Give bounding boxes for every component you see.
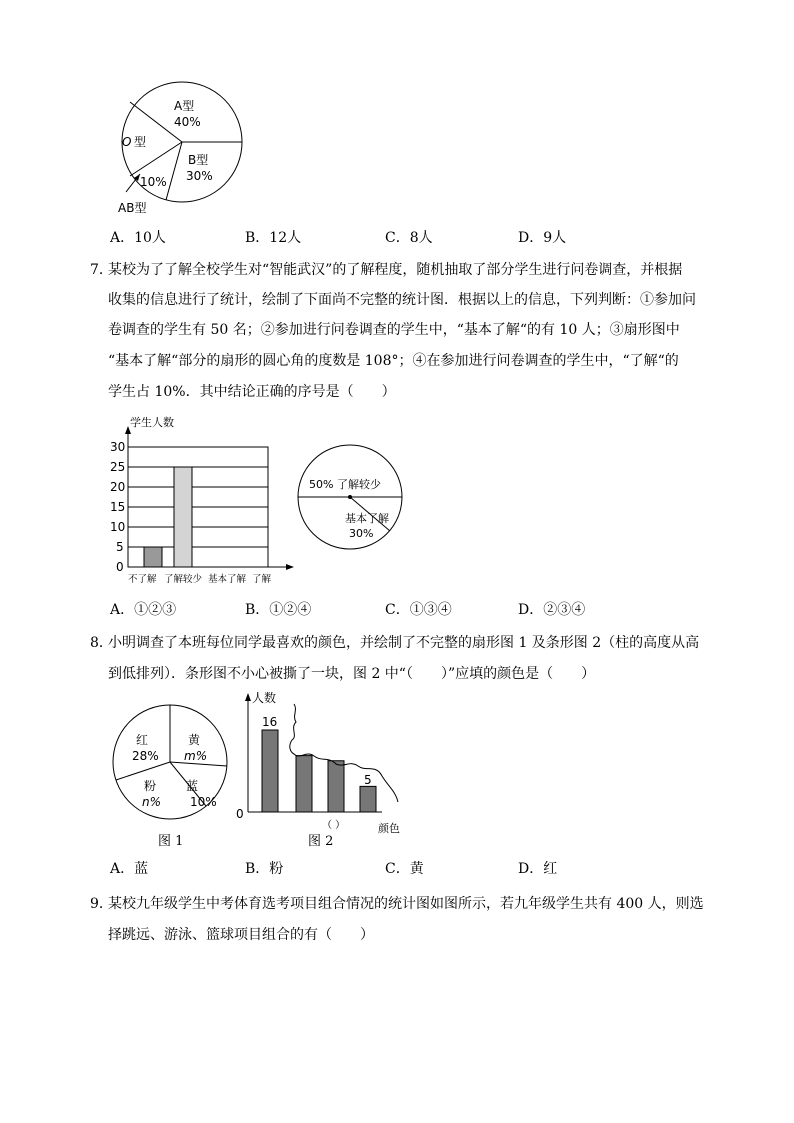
slice-b-label: B型 [188, 153, 209, 167]
q8-option-c: C．黄 [385, 861, 424, 877]
q7-option-b: B．①②④ [245, 602, 312, 618]
slice-yellow-label: 黄 [188, 733, 201, 747]
q7-line-5: 学生占 10%．其中结论正确的序号是（ ） [108, 384, 396, 400]
bar [328, 761, 344, 812]
slice-red-pct: 28% [132, 749, 159, 763]
q8-line-1: 小明调查了本班每位同学最喜欢的颜色，并绘制了不完整的扇形图 1 及条形图 2（柱的高度从高 [108, 635, 700, 651]
q7-line-1: 某校为了了解全校学生对“智能武汉”的了解程度，随机抽取了部分学生进行问卷调查，并根据 [108, 262, 683, 278]
slice-pink-pct: n% [142, 795, 162, 809]
q8-number: 8． [90, 635, 113, 651]
color-bar-chart [232, 690, 412, 835]
y-tick: 5 [116, 540, 124, 554]
pie-center [348, 495, 352, 499]
y-axis-label: 学生人数 [130, 416, 174, 429]
q7-option-a: A．①②③ [110, 602, 177, 618]
blood-type-pie-chart [100, 80, 250, 220]
color-pie-chart [110, 702, 230, 826]
origin-zero: 0 [236, 807, 244, 821]
q7-line-4: “基本了解“部分的扇形的圆心角的度数是 108°；④在参加进行问卷调查的学生中，“了解“的 [108, 353, 679, 369]
q7-option-d: D．②③④ [518, 602, 586, 618]
q8-option-d: D．红 [518, 861, 558, 877]
bar [174, 467, 192, 567]
y-tick: 20 [110, 480, 126, 494]
x-category: 了解 [252, 574, 272, 585]
y-tick: 0 [116, 560, 124, 574]
slice-yellow-pct: m% [184, 749, 208, 763]
q9-number: 9． [90, 896, 113, 912]
survey-pie-chart [295, 440, 410, 555]
slice-pink-label: 粉 [144, 779, 157, 793]
q8-line-2: 到低排列）．条形图不小心被撕了一块，图 2 中“（ ）”应填的颜色是（ ） [108, 666, 596, 682]
q7-option-c: C．①③④ [385, 602, 452, 618]
slice-a-pct: 40% [174, 115, 201, 129]
slice-ab-label: AB型 [118, 201, 147, 215]
y-axis-label: 人数 [252, 691, 277, 705]
slice-blue-pct: 10% [190, 795, 217, 809]
y-tick: 30 [110, 440, 126, 454]
bar [360, 786, 376, 812]
x-axis-arrow [286, 564, 294, 570]
q7-number: 7． [90, 262, 113, 278]
x-axis-label: 颜色 [378, 822, 400, 835]
slice-red-label: 红 [136, 733, 149, 747]
y-tick: 10 [110, 520, 126, 534]
q8-option-a: A．蓝 [110, 861, 149, 877]
slice-label: 50% 了解较少 [309, 478, 381, 491]
slice-o-letter: O [122, 135, 132, 149]
q6-option-a: A．10人 [110, 230, 166, 246]
slice-b-pct: 30% [186, 169, 213, 183]
slice-ab-pct: 10% [140, 175, 167, 189]
y-tick: 25 [110, 460, 126, 474]
slice-blue-label: 蓝 [186, 779, 199, 793]
slice-a-label: A型 [174, 99, 195, 113]
q6-option-b: B．12人 [245, 230, 302, 246]
blank-category: （ ） [322, 820, 346, 831]
figure-2-caption: 图 2 [308, 834, 334, 849]
slice-o-label: 型 [134, 135, 147, 149]
bar [296, 756, 312, 812]
bar [144, 547, 162, 567]
x-category: 了解较少 [164, 574, 203, 585]
bar-value-label: 5 [364, 773, 372, 787]
q9-line-2: 择跳远、游泳、篮球项目组合的有（ ） [108, 927, 374, 943]
x-category: 不了解 [128, 574, 157, 585]
slice-label: 基本了解 [345, 512, 389, 525]
figure-1-caption: 图 1 [158, 834, 184, 849]
q7-line-2: 收集的信息进行了统计，绘制了下面尚不完整的统计图．根据以上的信息，下列判断：①参加问 [108, 292, 696, 308]
q8-option-b: B．粉 [245, 861, 284, 877]
survey-bar-chart [108, 412, 308, 590]
q7-line-3: 卷调查的学生有 50 名；②参加进行问卷调查的学生中，“基本了解“的有 10 人；③扇形图中 [108, 322, 680, 338]
x-category: 基本了解 [208, 574, 247, 585]
y-tick: 15 [110, 500, 126, 514]
q9-line-1: 某校九年级学生中考体育选考项目组合情况的统计图如图所示，若九年级学生共有 400 人，则选 [108, 896, 704, 912]
slice-pct: 30% [349, 527, 374, 540]
q6-option-c: C．8人 [385, 230, 433, 246]
bar-value-label: 16 [262, 715, 278, 729]
bar [262, 730, 278, 812]
y-axis-arrow [245, 693, 251, 701]
q6-option-d: D．9人 [518, 230, 567, 246]
